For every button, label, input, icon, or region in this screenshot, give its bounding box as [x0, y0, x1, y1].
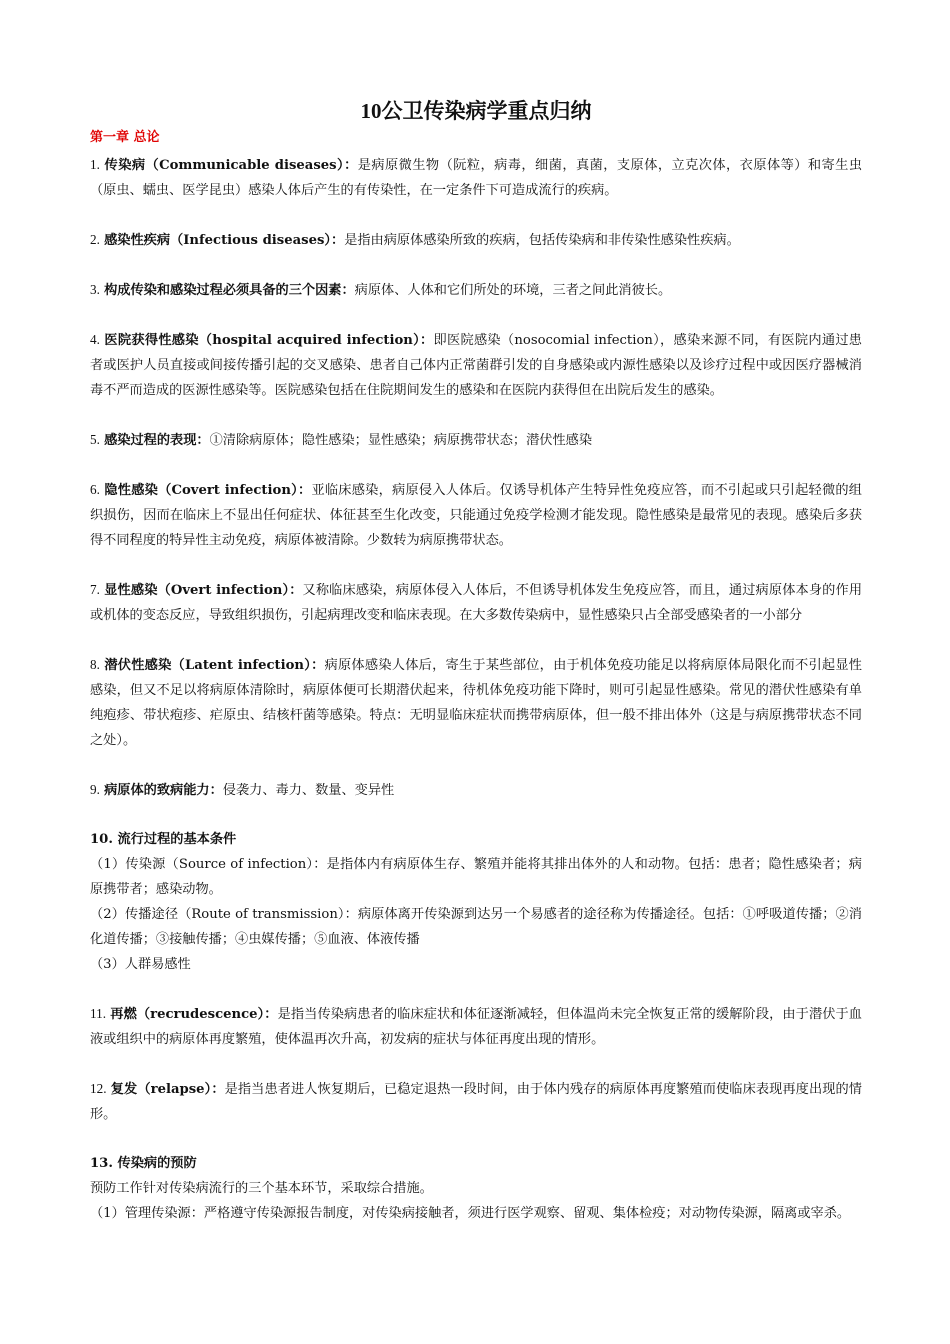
section-13-line-2: （1）管理传染源：严格遵守传染源报告制度，对传染病接触者，须进行医学观察、留观、集体检疫；对动物传染源，隔离或宰杀。: [90, 1206, 851, 1221]
term-label: 传染病（Communicable diseases）：: [104, 158, 358, 173]
item-8: 8. 潜伏性感染（Latent infection）：病原体感染人体后，寄生于某些部位，由于机体免疫功能足以将病原体局限化而不引起显性感染，但又不足以将病原体清除时，病原体便可长期潜伏起来，待机体免疫功能下降时，则可引起显性感染。常见的潜伏性感染有单纯疱疹、带状疱疹、疟原虫、结核杆菌等感染。特点：无明显临床症状而携带病原体，但一般不排出体外（这是与病原携带状态不同之处）。: [90, 657, 862, 748]
definition-text: 病原体、人体和它们所处的环境，三者之间此消彼长。: [354, 283, 672, 298]
definition-text: 即医院感染（nosocomial infection），感染来源不同，有医院内通过患者或医护人员直接或间接传播引起的交叉感染、患者自己体内正常菌群引发的自身感染或内源性感染以及诊疗过程中或因医疗器械消毒不严而造成的医源性感染等。医院感染包括在住院期间发生的感染和在医院内获得但在出院后发生的感染。: [90, 333, 862, 398]
item-6: 6. 隐性感染（Covert infection）：亚临床感染，病原侵入人体后。仅诱导机体产生特异性免疫应答，而不引起或只引起轻微的组织损伤，因而在临床上不显出任何症状、体征甚至生化改变，只能通过免疫学检测才能发现。隐性感染是最常见的表现。感染后多获得不同程度的特异性主动免疫，病原体被清除。少数转为病原携带状态。: [90, 482, 862, 548]
definition-text: 侵袭力、毒力、数量、变异性: [222, 783, 395, 798]
definition-text: 又称临床感染，病原体侵入人体后，不但诱导机体发生免疫应答，而且，通过病原体本身的作用或机体的变态反应，导致组织损伤，引起病理改变和临床表现。在大多数传染病中，显性感染只占全部受感染者的一小部分: [90, 583, 863, 623]
item-9: 9. 病原体的致病能力：侵袭力、毒力、数量、变异性: [90, 782, 395, 798]
definition-text: 是病原微生物（阮粒，病毒，细菌，真菌，支原体，立克次体，衣原体等）和寄生虫（原虫、蠕虫、医学昆虫）感染人体后产生的有传染性，在一定条件下可造成流行的疾病。: [90, 158, 863, 198]
item-7: 7. 显性感染（Overt infection）：又称临床感染，病原体侵入人体后，不但诱导机体发生免疫应答，而且，通过病原体本身的作用或机体的变态反应，导致组织损伤，引起病理改变和临床表现。在大多数传染病中，显性感染只占全部受感染者的一小部分: [90, 582, 863, 623]
term-label: 感染过程的表现：: [104, 433, 210, 448]
section-13-line-1: 预防工作针对传染病流行的三个基本环节，采取综合措施。: [90, 1181, 433, 1196]
section-10-heading: 10. 流行过程的基本条件: [90, 832, 237, 847]
item-4: 4. 医院获得性感染（hospital acquired infection）：即医院感染（nosocomial infection），感染来源不同，有医院内通过患者或医护人员直接或间接传播引起的交叉感染、患者自己体内正常菌群引发的自身感染或内源性感染以及诊疗过程中或因医疗器械消毒不严而造成的医源性感染等。医院感染包括在住院期间发生的感染和在医院内获得但在出院后发生的感染。: [90, 332, 862, 398]
section-10-line-1: （1）传染源（Source of infection）：是指体内有病原体生存、繁殖并能将其排出体外的人和动物。包括：患者；隐性感染者；病原携带者；感染动物。: [90, 857, 862, 897]
term-label: 病原体的致病能力：: [104, 783, 223, 798]
term-label: 医院获得性感染（hospital acquired infection）：: [104, 333, 434, 348]
definition-text: ①清除病原体；隐性感染；显性感染；病原携带状态；潜伏性感染: [209, 433, 593, 448]
section-13-heading: 13. 传染病的预防: [90, 1156, 197, 1171]
definition-text: 是指当患者进人恢复期后，已稳定退热一段时间，由于体内残存的病原体再度繁殖而使临床表现再度出现的情形。: [90, 1082, 862, 1122]
definition-text: 亚临床感染，病原侵入人体后。仅诱导机体产生特异性免疫应答，而不引起或只引起轻微的组织损伤，因而在临床上不显出任何症状、体征甚至生化改变，只能通过免疫学检测才能发现。隐性感染是最常见的表现。感染后多获得不同程度的特异性主动免疫，病原体被清除。少数转为病原携带状态。: [90, 483, 862, 548]
definition-text: 是指由病原体感染所致的疾病，包括传染病和非传染性感染性疾病。: [344, 233, 740, 248]
definition-text: 是指当传染病患者的临床症状和体征逐渐减轻，但体温尚未完全恢复正常的缓解阶段，由于潜伏于血液或组织中的病原体再度繁殖，使体温再次升高，初发病的症状与体征再度出现的情形。: [90, 1007, 862, 1047]
term-label: 显性感染（Overt infection）：: [104, 583, 303, 598]
chapter-heading: 第一章 总论: [90, 130, 160, 145]
term-label: 构成传染和感染过程必须具备的三个因素：: [104, 283, 355, 298]
section-10-line-2: （2）传播途径（Route of transmission）：病原体离开传染源到达另一个易感者的途径称为传播途径。包括：①呼吸道传播；②消化道传播；③接触传播；④虫媒传播；⑤血液、体液传播: [90, 907, 862, 947]
document-title: 10公卫传染病学重点归纳: [360, 99, 592, 123]
item-1: 1. 传染病（Communicable diseases）：是病原微生物（阮粒，病毒，细菌，真菌，支原体，立克次体，衣原体等）和寄生虫（原虫、蠕虫、医学昆虫）感染人体后产生的有传染性，在一定条件下可造成流行的疾病。: [90, 157, 863, 198]
section-10-line-3: （3）人群易感性: [90, 957, 191, 972]
definition-text: 病原体感染人体后，寄生于某些部位，由于机体免疫功能足以将病原体局限化而不引起显性感染，但又不足以将病原体清除时，病原体便可长期潜伏起来，待机体免疫功能下降时，则可引起显性感染。常见的潜伏性感染有单纯疱疹、带状疱疹、疟原虫、结核杆菌等感染。特点：无明显临床症状而携带病原体，但一般不排出体外（这是与病原携带状态不同之处）。: [90, 658, 862, 748]
item-12: 12. 复发（relapse）：是指当患者进人恢复期后，已稳定退热一段时间，由于体内残存的病原体再度繁殖而使临床表现再度出现的情形。: [90, 1081, 862, 1122]
item-11: 11. 再燃（recrudescence）：是指当传染病患者的临床症状和体征逐渐减轻，但体温尚未完全恢复正常的缓解阶段，由于潜伏于血液或组织中的病原体再度繁殖，使体温再次升高，初发病的症状与体征再度出现的情形。: [90, 1006, 862, 1047]
term-label: 感染性疾病（Infectious diseases）：: [104, 233, 345, 248]
item-3: 3. 构成传染和感染过程必须具备的三个因素：病原体、人体和它们所处的环境，三者之间此消彼长。: [90, 282, 672, 298]
term-label: 隐性感染（Covert infection）：: [104, 483, 312, 498]
item-5: 5. 感染过程的表现：①清除病原体；隐性感染；显性感染；病原携带状态；潜伏性感染: [90, 432, 593, 448]
term-label: 复发（relapse）：: [110, 1082, 225, 1097]
term-label: 潜伏性感染（Latent infection）：: [104, 658, 325, 673]
term-label: 再燃（recrudescence）：: [110, 1007, 278, 1022]
item-2: 2. 感染性疾病（Infectious diseases）：是指由病原体感染所致的疾病，包括传染病和非传染性感染性疾病。: [90, 232, 740, 248]
